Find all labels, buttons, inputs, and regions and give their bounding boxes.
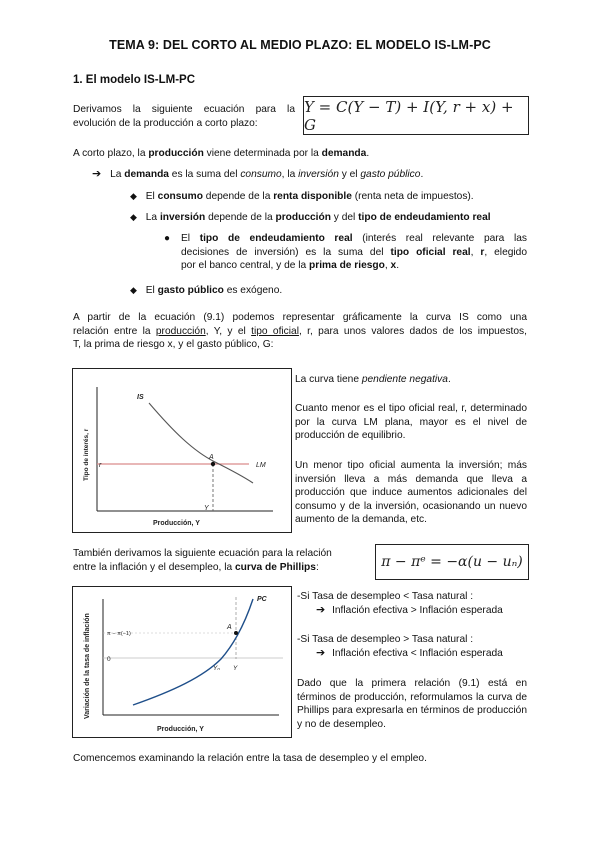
borrowing-rate-item: El tipo de endeudamiento real (interés real relevante para las decisiones de inversión) es la suma del tipo oficial real, r, elegido por el banco central, y de la prima de riesgo, x. xyxy=(181,233,527,272)
x-axis-label: Producción, Y xyxy=(153,520,200,527)
point-a xyxy=(234,631,238,635)
demand-arrow-item: ➔ La demanda es la suma del consumo, la inversión y el gasto público. xyxy=(92,168,424,180)
point-a-label: A xyxy=(209,454,214,461)
condition-2-result: ➔ Inflación efectiva < Inflación esperada xyxy=(316,647,503,659)
arrow-right-icon: ➔ xyxy=(316,604,326,616)
y-axis-label: Variación de la tasa de inflación xyxy=(84,613,91,719)
arrow-right-icon: ➔ xyxy=(92,168,102,180)
condition-1-result: ➔ Inflación efectiva > Inflación esperada xyxy=(316,604,503,616)
diamond-bullet-icon: ◆ xyxy=(130,285,137,295)
is-label: IS xyxy=(137,394,144,401)
condition-1: -Si Tasa de desempleo < Tasa natural : xyxy=(297,591,474,602)
is-equation: Y = C(Y − T) + I(Y, r + x) + G xyxy=(303,96,529,135)
consumption-item: ◆ El consumo depende de la renta disponible (renta neta de impuestos). xyxy=(130,191,474,202)
is-lm-figure xyxy=(72,368,292,533)
production-demand-paragraph: A corto plazo, la producción viene determinada por la demanda. xyxy=(73,148,370,159)
is-rate-text: Cuanto menor es el tipo oficial real, r, determinado por la curva LM plana, mayor es el nivel de producción de equilibrio. xyxy=(295,403,527,442)
r-label: r xyxy=(99,462,102,469)
is-investment-text: Un menor tipo oficial aumenta la inversión; más inversión lleva a más demanda que lleva a producción que induce aumentos adicionales del consumo y de la inversión, ocasionando un nuevo aumento de la demanda, etc. xyxy=(295,460,527,526)
pc-label: PC xyxy=(257,596,267,603)
page-title: TEMA 9: DEL CORTO AL MEDIO PLAZO: EL MODELO IS-LM-PC xyxy=(109,38,491,52)
reformulation-paragraph: Dado que la primera relación (9.1) está en términos de producción, reformulamos la curva de Phillips para expresarla en términos de producción y no de desempleo. xyxy=(297,678,527,730)
is-curve-paragraph: A partir de la ecuación (9.1) podemos representar gráficamente la curva IS como una relación entre la producción, Y, y el tipo oficial, r, para unos valores dados de los impuestos, T, la prima de riesgo x, y el gasto público, G: xyxy=(73,312,527,351)
intro-paragraph: Derivamos la siguiente ecuación para la evolución de la producción a corto plazo: xyxy=(73,104,295,129)
yn-label: Yₙ xyxy=(213,665,220,672)
dot-bullet-icon: ● xyxy=(164,233,171,244)
point-a-label: A xyxy=(227,624,232,631)
investment-item: ◆ La inversión depende de la producción y del tipo de endeudamiento real xyxy=(130,212,491,223)
x-axis-label: Producción, Y xyxy=(157,726,204,733)
y-axis-label: Tipo de interés, r xyxy=(83,428,90,481)
y-value-label: Y xyxy=(233,665,238,672)
is-lm-chart xyxy=(73,369,291,532)
is-curve xyxy=(149,403,253,483)
public-spending-item: ◆ El gasto público es exógeno. xyxy=(130,285,283,296)
diamond-bullet-icon: ◆ xyxy=(130,191,137,201)
closing-paragraph: Comencemos examinando la relación entre la tasa de desempleo y el empleo. xyxy=(73,753,427,764)
is-slope-text: La curva tiene pendiente negativa. xyxy=(295,374,451,385)
pc-chart xyxy=(73,587,291,737)
pc-figure xyxy=(72,586,292,738)
condition-2: -Si Tasa de desempleo > Tasa natural : xyxy=(297,634,474,645)
pc-curve xyxy=(133,599,253,705)
section-heading: 1. El modelo IS-LM-PC xyxy=(73,74,196,86)
arrow-right-icon: ➔ xyxy=(316,647,326,659)
zero-label: 0 xyxy=(107,656,111,663)
inflation-tick-label: π − π(−1) xyxy=(107,631,131,637)
point-a xyxy=(211,462,215,466)
diamond-bullet-icon: ◆ xyxy=(130,212,137,222)
y-value-label: Y xyxy=(204,505,209,512)
phillips-intro: También derivamos la siguiente ecuación para la relación entre la inflación y el desempleo, la curva de Phillips: xyxy=(73,548,332,573)
lm-label: LM xyxy=(256,462,266,469)
phillips-equation: π − πᵉ = −α(u − uₙ) xyxy=(375,544,529,580)
